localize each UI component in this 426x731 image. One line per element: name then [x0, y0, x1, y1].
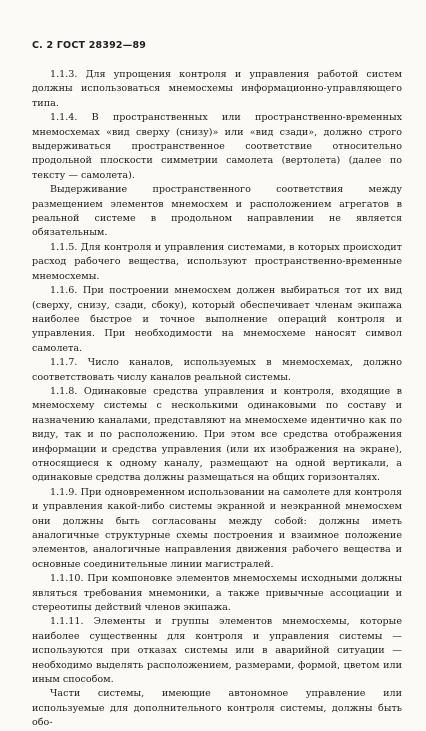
paragraph-1-1-6: 1.1.6. При построении мнемосхем должен выбираться тот их вид (сверху, снизу, сзади, сбоку), который обеспечивает членам экипажа наиболее быстрое и точное выполнение операций контроля и управления. При необходимости на мнемосхеме наносят символ самолета. [32, 285, 402, 354]
document-body [32, 68, 402, 731]
paragraph-1-1-11: 1.1.11. Элементы и группы элементов мнемосхемы, которые наиболее существенны для контроля и управления системы — используются при отказах системы или в аварийной ситуации — необходимо выделять расположением, размерами, формой, цветом или иным способом. [32, 616, 402, 686]
paragraph-chasti: Части системы, имеющие автономное управление или используемые для дополнительного контроля системы, должны быть обо- [32, 688, 402, 729]
paragraph-vyderzhivanie: Выдерживание пространственного соответствия между размещением элементов мнемосхем и расположением агрегатов в реальной системе в продольном направлении не является обязательным. [32, 184, 402, 239]
paragraph-1-1-3: 1.1.3. Для упрощения контроля и управления работой систем должны использоваться мнемосхемы информационно-управляющего типа. [32, 69, 402, 109]
paragraph-1-1-8: 1.1.8. Одинаковые средства управления и контроля, входящие в мнемосхему системы с несколькими одинаковыми по составу и назначению каналами, представляют на мнемосхеме идентично как по виду, так и по расположению. При этом все средства отображения информации и средства управления (или их изображения на экране), относящиеся к одному каналу, размещают на одной вертикали, а одинаковые средства должны размещаться на общих горизонталях. [32, 385, 402, 484]
page-header: С. 2 ГОСТ 28392—89 [32, 40, 147, 51]
paragraph-1-1-5: 1.1.5. Для контроля и управления системами, в которых происходит расход рабочего вещества, используют пространственно-временные мнемосхемы. [32, 241, 402, 282]
paragraph-1-1-10: 1.1.10. При компоновке элементов мнемосхемы исходными должны являться требования мнемоники, а также привычные ассоциации и стереотипы действий членов экипажа. [32, 573, 402, 614]
paragraph-1-1-4: 1.1.4. В пространственных или пространственно-временных мнемосхемах «вид сверху (снизу)» или «вид сзади», должно строго выдерживаться пространственное соответствие относительно продольной плоскости симметрии самолета (вертолета) (далее по тексту — самолета). [32, 112, 402, 181]
paragraph-1-1-7: 1.1.7. Число каналов, используемых в мнемосхемах, должно соответствовать числу каналов реальной системы. [32, 357, 402, 383]
paragraph-1-1-9: 1.1.9. При одновременном использовании на самолете для контроля и управления какой-либо системы экранной и неэкранной мнемосхем они должны быть согласованы между собой: должны иметь аналогичные структурные схемы построения и взаимное положение элементов, аналогичные направления движения рабочего вещества и основные соединительные линии магистралей. [32, 486, 402, 570]
